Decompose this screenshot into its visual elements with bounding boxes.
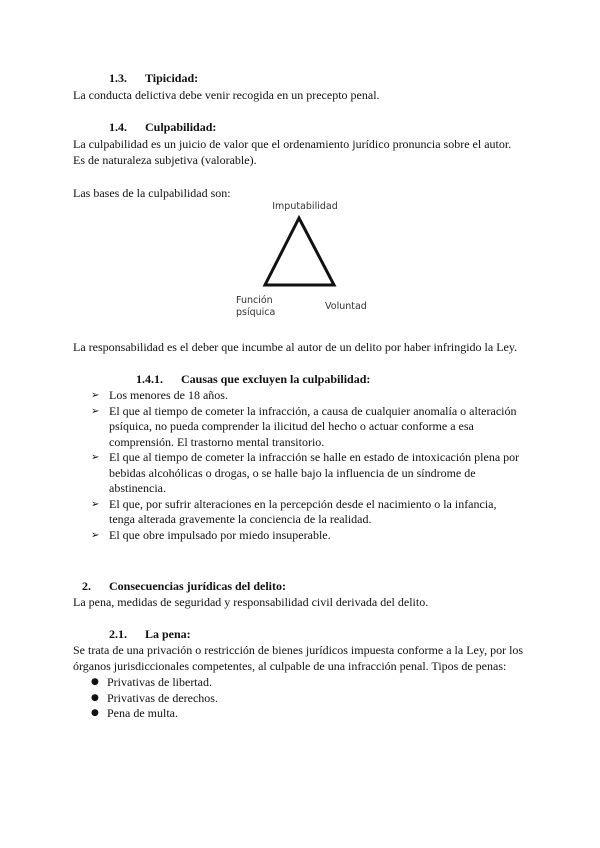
tipicidad-text: La conducta delictiva debe venir recogida en un precepto penal. <box>73 88 380 102</box>
list-item-text: bebidas alcohólicas o drogas, o se halle bajo la influencia de un síndrome de <box>109 465 476 480</box>
bullet-dot-icon: ● <box>91 692 99 703</box>
list-item-text: comprensión. El trastorno mental transitorio. <box>109 434 325 449</box>
label-voluntad: Voluntad <box>325 301 367 312</box>
list-item-text: Privativas de libertad. <box>107 675 212 689</box>
heading-consecuencias <box>82 579 286 595</box>
consecuencias-text: La pena, medidas de seguridad y responsabilidad civil derivada del delito. <box>73 595 429 609</box>
list-item-text: Los menores de 18 años. <box>109 388 228 402</box>
triangle-shape <box>265 218 334 285</box>
responsabilidad-text: La responsabilidad es el deber que incumbe al autor de un delito por haber infringido la Ley. <box>73 340 518 354</box>
heading-title: Consecuencias jurídicas del delito: <box>109 579 286 593</box>
heading-number: 2. <box>82 579 91 593</box>
list-item <box>91 706 218 722</box>
label-psiquica: psíquica <box>236 307 276 318</box>
penas-list <box>91 675 218 722</box>
heading-number: 2.1. <box>109 627 127 641</box>
list-item-text: El que al tiempo de cometer la infracción se halle en estado de intoxicación plena por <box>109 450 520 464</box>
heading-title: Tipicidad: <box>145 71 199 85</box>
arrow-bullet-icon: ➢ <box>91 498 100 510</box>
culpability-triangle-diagram <box>225 196 375 322</box>
heading-number: 1.4. <box>109 120 127 134</box>
pena-line: Se trata de una privación o restricción de bienes jurídicos impuesta conforme a la Ley, por los <box>73 643 524 657</box>
list-item-text: psíquica, no pueda comprender la ilicitud del hecho o actuar conforme a esa <box>109 419 474 433</box>
heading-number: 1.3. <box>109 71 127 85</box>
causas-list <box>91 388 551 543</box>
heading-title: La pena: <box>145 627 191 641</box>
heading-title: Culpabilidad: <box>145 120 217 134</box>
list-item <box>91 404 551 451</box>
list-item-text: abstinencia. <box>109 481 166 495</box>
list-item <box>91 691 218 707</box>
culpabilidad-line: Es de naturaleza subjetiva (valorable). <box>73 153 257 167</box>
list-item <box>91 497 551 528</box>
heading-title: Causas que excluyen la culpabilidad: <box>181 372 371 386</box>
culpabilidad-line: La culpabilidad es un juicio de valor que el ordenamiento jurídico pronuncia sobre el autor. <box>73 137 512 151</box>
bullet-dot-icon: ● <box>91 677 99 687</box>
bases-intro: Las bases de la culpabilidad son: <box>73 186 231 200</box>
arrow-bullet-icon: ➢ <box>91 452 100 463</box>
arrow-bullet-icon: ➢ <box>91 405 100 417</box>
arrow-bullet-icon: ➢ <box>91 390 100 401</box>
heading-number: 1.4.1. <box>136 372 163 386</box>
list-item <box>91 388 551 404</box>
label-funcion: Función <box>236 295 273 306</box>
list-item-text: El que al tiempo de cometer la infracción, a causa de cualquier anomalía o alteración <box>109 403 517 418</box>
list-item <box>91 675 218 691</box>
label-imputabilidad: Imputabilidad <box>272 201 338 212</box>
list-item-text: Pena de multa. <box>107 706 178 720</box>
arrow-bullet-icon: ➢ <box>91 529 100 541</box>
heading-culpabilidad <box>109 120 216 136</box>
list-item-text: Privativas de derechos. <box>107 690 218 705</box>
heading-tipicidad <box>109 71 198 87</box>
heading-la-pena <box>109 627 191 643</box>
heading-causas <box>136 372 370 388</box>
pena-line: órganos jurisdiccionales competentes, al culpable de una infracción penal. Tipos de penas: <box>73 659 507 673</box>
list-item-text: El que, por sufrir alteraciones en la percepción desde el nacimiento o la infancia, <box>109 496 497 511</box>
bullet-dot-icon: ● <box>91 708 99 718</box>
list-item-text: El que obre impulsado por miedo insuperable. <box>109 527 331 542</box>
list-item <box>91 450 551 497</box>
list-item <box>91 528 551 544</box>
list-item-text: tenga alterada gravemente la conciencia de la realidad. <box>109 512 372 526</box>
